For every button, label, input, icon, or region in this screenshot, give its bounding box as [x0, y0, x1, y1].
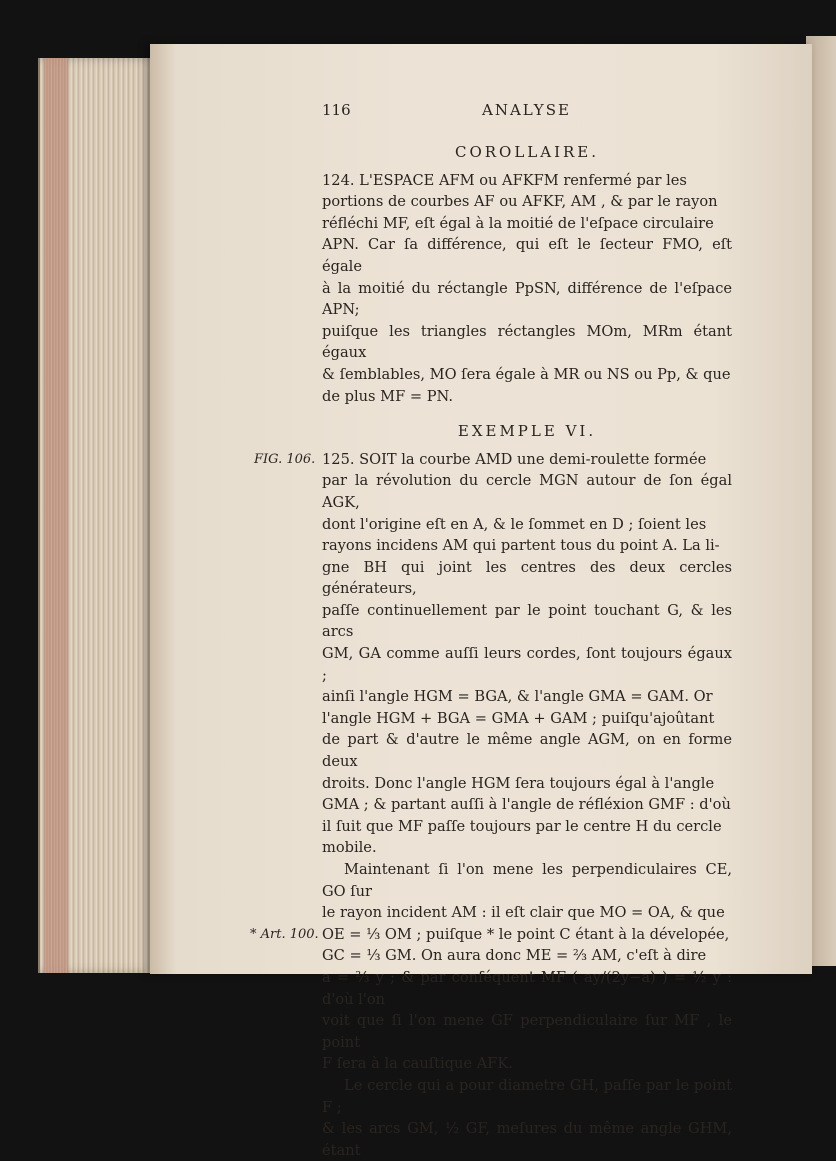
- text-line: a = ⅔ y ; & par conſéquent MF ( ay/(2y−a) ) = ½ y : d'où l'on: [322, 968, 732, 1008]
- text-line: OE = ⅓ OM ; puiſque * le point C étant à la dévelopée,: [322, 925, 730, 943]
- margin-figure-ref: FIG. 106.: [254, 451, 316, 467]
- text-line: l'angle HGM + BGA = GMA + GAM ; puiſqu'ajoûtant: [322, 709, 715, 727]
- paragraph-125: [250, 449, 732, 1161]
- text-line: portions de courbes AF ou AFKF, AM , & par le rayon: [322, 193, 718, 211]
- page-edge-red: [44, 58, 68, 973]
- page-number: 116: [322, 101, 351, 119]
- text-line: de part & d'autre le même angle AGM, on en forme deux: [322, 731, 732, 771]
- text-line: F ſera à la cauſtique AFK.: [322, 1055, 513, 1073]
- text-line: & ſemblables, MO ſera égale à MR ou NS ou Pp, & que: [322, 365, 731, 383]
- article-number: 124.: [322, 171, 355, 189]
- text-line: Le cercle qui a pour diametre GH, paſſe par le point F ;: [322, 1076, 732, 1116]
- text-line: GC = ⅓ GM. On aura donc ME = ⅔ AM, c'eſt à dire: [322, 947, 707, 965]
- text-line: puiſque les triangles réctangles MOm, MRm étant égaux: [322, 322, 732, 362]
- text-line: ainſi l'angle HGM = BGA, & l'angle GMA = GAM. Or: [322, 688, 713, 706]
- text-line: réfléchi MF, eſt égal à la moitié de l'eſpace circulaire: [322, 214, 714, 232]
- text-line: GMA ; & partant auſſi à l'angle de réfléxion GMF : d'où: [322, 796, 731, 814]
- running-title: ANALYSE: [482, 101, 571, 119]
- text-line: rayons incidens AM qui partent tous du point A. La li-: [322, 537, 720, 555]
- text-line: Maintenant ſi l'on mene les perpendiculaires CE, GO ſur: [322, 861, 732, 900]
- section-heading-corollaire: COROLLAIRE.: [454, 143, 600, 161]
- text-line: gne BH qui joint les centres des deux cercles générateurs,: [322, 558, 732, 598]
- text-line: voit que ſi l'on mene GF perpendiculaire ſur MF , le point: [322, 1012, 732, 1051]
- text-line: à la moitié du réctangle PpSN, différence de l'eſpace APN;: [322, 279, 732, 319]
- text-line: L'ESPACE AFM ou AFKFM renfermé par les: [359, 171, 687, 189]
- running-header: [322, 100, 732, 128]
- text-line: APN. Car ſa différence, qui eſt le ſecteur FMO, eſt égale: [322, 236, 732, 275]
- text-line: droits. Donc l'angle HGM ſera toujours égal à l'angle: [322, 774, 715, 792]
- text-line: paſſe continuellement par le point touchant G, & les arcs: [322, 601, 732, 641]
- margin-article-ref: * Art. 100.: [250, 926, 319, 942]
- text-line: de plus MF = PN.: [322, 387, 454, 405]
- page-content: [250, 100, 732, 1161]
- text-line: le rayon incident AM : il eſt clair que MO = OA, & que: [322, 904, 725, 922]
- paragraph-124: [322, 170, 732, 408]
- text-line: il ſuit que MF paſſe toujours par le centre H du cercle: [322, 817, 722, 835]
- text-line: mobile.: [322, 839, 377, 857]
- text-line: dont l'origine eſt en A, & le ſommet en D ; ſoient les: [322, 515, 707, 533]
- text-line: SOIT la courbe AMD une demi-roulette formée: [359, 450, 707, 468]
- article-number: 125.: [322, 450, 355, 468]
- text-line: & les arcs GM, ½ GF, meſures du même angle GHM, étant: [322, 1120, 732, 1159]
- text-line: par la révolution du cercle MGN autour de ſon égal AGK,: [322, 472, 732, 511]
- text-line: GM, GA comme auſſi leurs cordes, ſont toujours égaux ;: [322, 645, 732, 684]
- section-heading-exemple: EXEMPLE VI.: [457, 422, 597, 441]
